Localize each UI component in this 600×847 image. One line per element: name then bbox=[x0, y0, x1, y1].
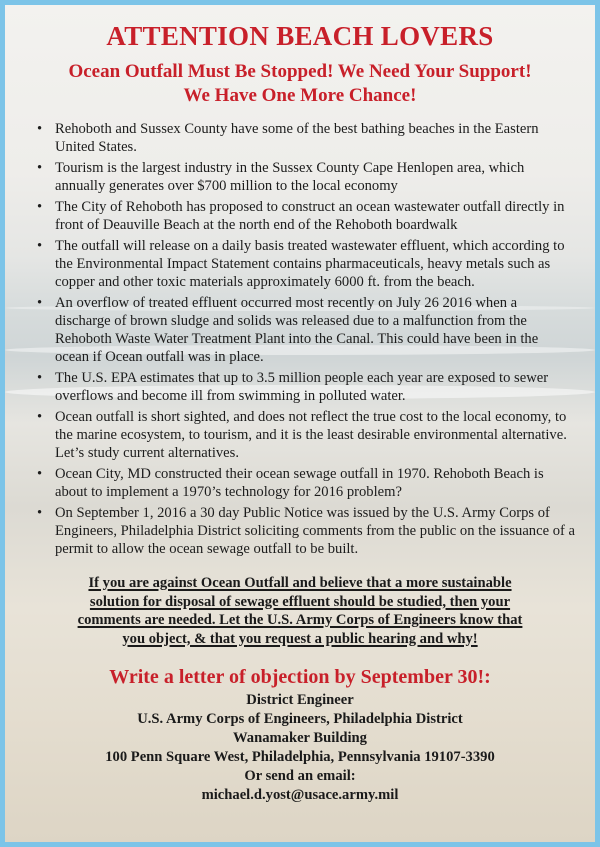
fact-list bbox=[25, 120, 575, 558]
fact-item: • The U.S. EPA estimates that up to 3.5 million people each year are exposed to sewer overflows and become ill from swimming in polluted water. bbox=[37, 369, 575, 405]
callout-line: comments are needed. Let the U.S. Army Corps of Engineers know that bbox=[77, 612, 523, 628]
fact-item: • The outfall will release on a daily basis treated wastewater effluent, which according to the Environmental Impact Statement contains pharmaceuticals, heavy metals such as copper and other toxic materials approximately 6000 ft. from the beach. bbox=[37, 237, 575, 291]
fact-item: • Ocean City, MD constructed their ocean sewage outfall in 1970. Rehoboth Beach is about to implement a 1970’s technology for 2016 problem? bbox=[37, 465, 575, 501]
address-line: U.S. Army Corps of Engineers, Philadelphia District bbox=[137, 711, 463, 727]
address-line: District Engineer bbox=[246, 692, 354, 708]
callout-line: solution for disposal of sewage effluent should be studied, then your bbox=[89, 593, 511, 610]
email-address: michael.d.yost@usace.army.mil bbox=[201, 787, 399, 803]
flyer-subtitle bbox=[25, 60, 575, 108]
mailing-address bbox=[25, 691, 575, 805]
fact-item: • Tourism is the largest industry in the Sussex County Cape Henlopen area, which annually generates over $700 million to the local economy bbox=[37, 159, 575, 195]
subtitle-line: Ocean Outfall Must Be Stopped! We Need Your Support! bbox=[68, 61, 532, 82]
callout-line: you object, & that you request a public hearing and why! bbox=[122, 630, 478, 647]
fact-item: • On September 1, 2016 a 30 day Public Notice was issued by the U.S. Army Corps of Engineers, Philadelphia District soliciting comments from the public on the issuance of a permit to allow the ocean sewage outfall to be built. bbox=[37, 504, 575, 558]
fact-item: • The City of Rehoboth has proposed to construct an ocean wastewater outfall directly in front of Deauville Beach at the north end of the Rehoboth boardwalk bbox=[37, 198, 575, 234]
subtitle-line: We Have One More Chance! bbox=[183, 85, 417, 106]
fact-item: • Ocean outfall is short sighted, and does not reflect the true cost to the local economy, to the marine ecosystem, to tourism, and it is the least desirable environmental alternative. Let’s study current alternatives. bbox=[37, 408, 575, 462]
fact-item: • Rehoboth and Sussex County have some of the best bathing beaches in the Eastern United States. bbox=[37, 120, 575, 156]
address-line: 100 Penn Square West, Philadelphia, Pennsylvania 19107-3390 bbox=[105, 749, 495, 765]
call-to-action bbox=[25, 574, 575, 648]
flyer-content bbox=[5, 21, 595, 805]
callout-line: If you are against Ocean Outfall and believe that a more sustainable bbox=[88, 575, 512, 591]
letter-heading: Write a letter of objection by September 30!: bbox=[109, 666, 491, 688]
fact-item: • An overflow of treated effluent occurred most recently on July 26 2016 when a discharge of brown sludge and solids was released due to a malfunction from the Rehoboth Waste Water Treatment Plant into the Canal. This could have been in the ocean if Ocean outfall was in place. bbox=[37, 294, 575, 366]
address-line: Wanamaker Building bbox=[233, 730, 367, 746]
email-prompt: Or send an email: bbox=[244, 768, 356, 784]
flyer-title: ATTENTION BEACH LOVERS bbox=[106, 21, 494, 51]
